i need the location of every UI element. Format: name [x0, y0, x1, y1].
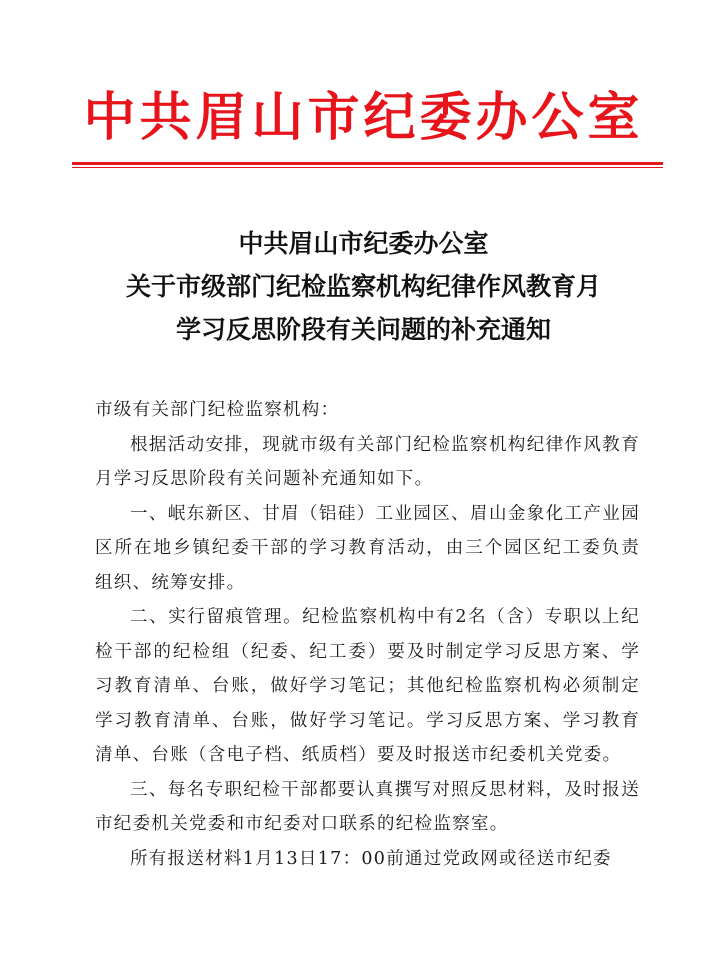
paragraph-submission: 所有报送材料1月13日17：00前通过党政网或径送市纪委	[130, 848, 612, 869]
paragraph-intro: 根据活动安排，现就市级有关部门纪检监察机构纪律作风教育月学习反思阶段有关问题补充通知如下。	[95, 434, 640, 489]
paragraph-item-3: 三、每名专职纪检干部都要认真撰写对照反思材料，及时报送市纪委机关党委和市纪委对口联系的纪检监察室。	[95, 779, 640, 834]
document-title-line-1: 中共眉山市纪委办公室	[238, 229, 489, 258]
document-body	[95, 393, 640, 876]
letterhead-red-rule-thin	[72, 167, 663, 168]
document-title	[0, 222, 727, 351]
paragraph-item-1: 一、岷东新区、甘眉（铝硅）工业园区、眉山金象化工产业园区所在地乡镇纪委干部的学习教育活动，由三个园区纪工委负责组织、统筹安排。	[95, 503, 640, 593]
letterhead-red-rule	[72, 162, 663, 165]
document-title-line-2: 关于市级部门纪检监察机构纪律作风教育月	[125, 272, 601, 301]
paragraph-item-2: 二、实行留痕管理。纪检监察机构中有2名（含）专职以上纪检干部的纪检组（纪委、纪工委）要及时制定学习反思方案、学习教育清单、台账，做好学习笔记；其他纪检监察机构必须制定学习教育清单、台账，做好学习笔记。学习反思方案、学习教育清单、台账（含电子档、纸质档）要及时报送市纪委机关党委。	[95, 607, 640, 765]
letterhead-title: 中共眉山市纪委办公室	[83, 88, 644, 148]
document-title-line-3: 学习反思阶段有关问题的补充通知	[175, 315, 551, 344]
salutation: 市级有关部门纪检监察机构：	[95, 400, 340, 420]
